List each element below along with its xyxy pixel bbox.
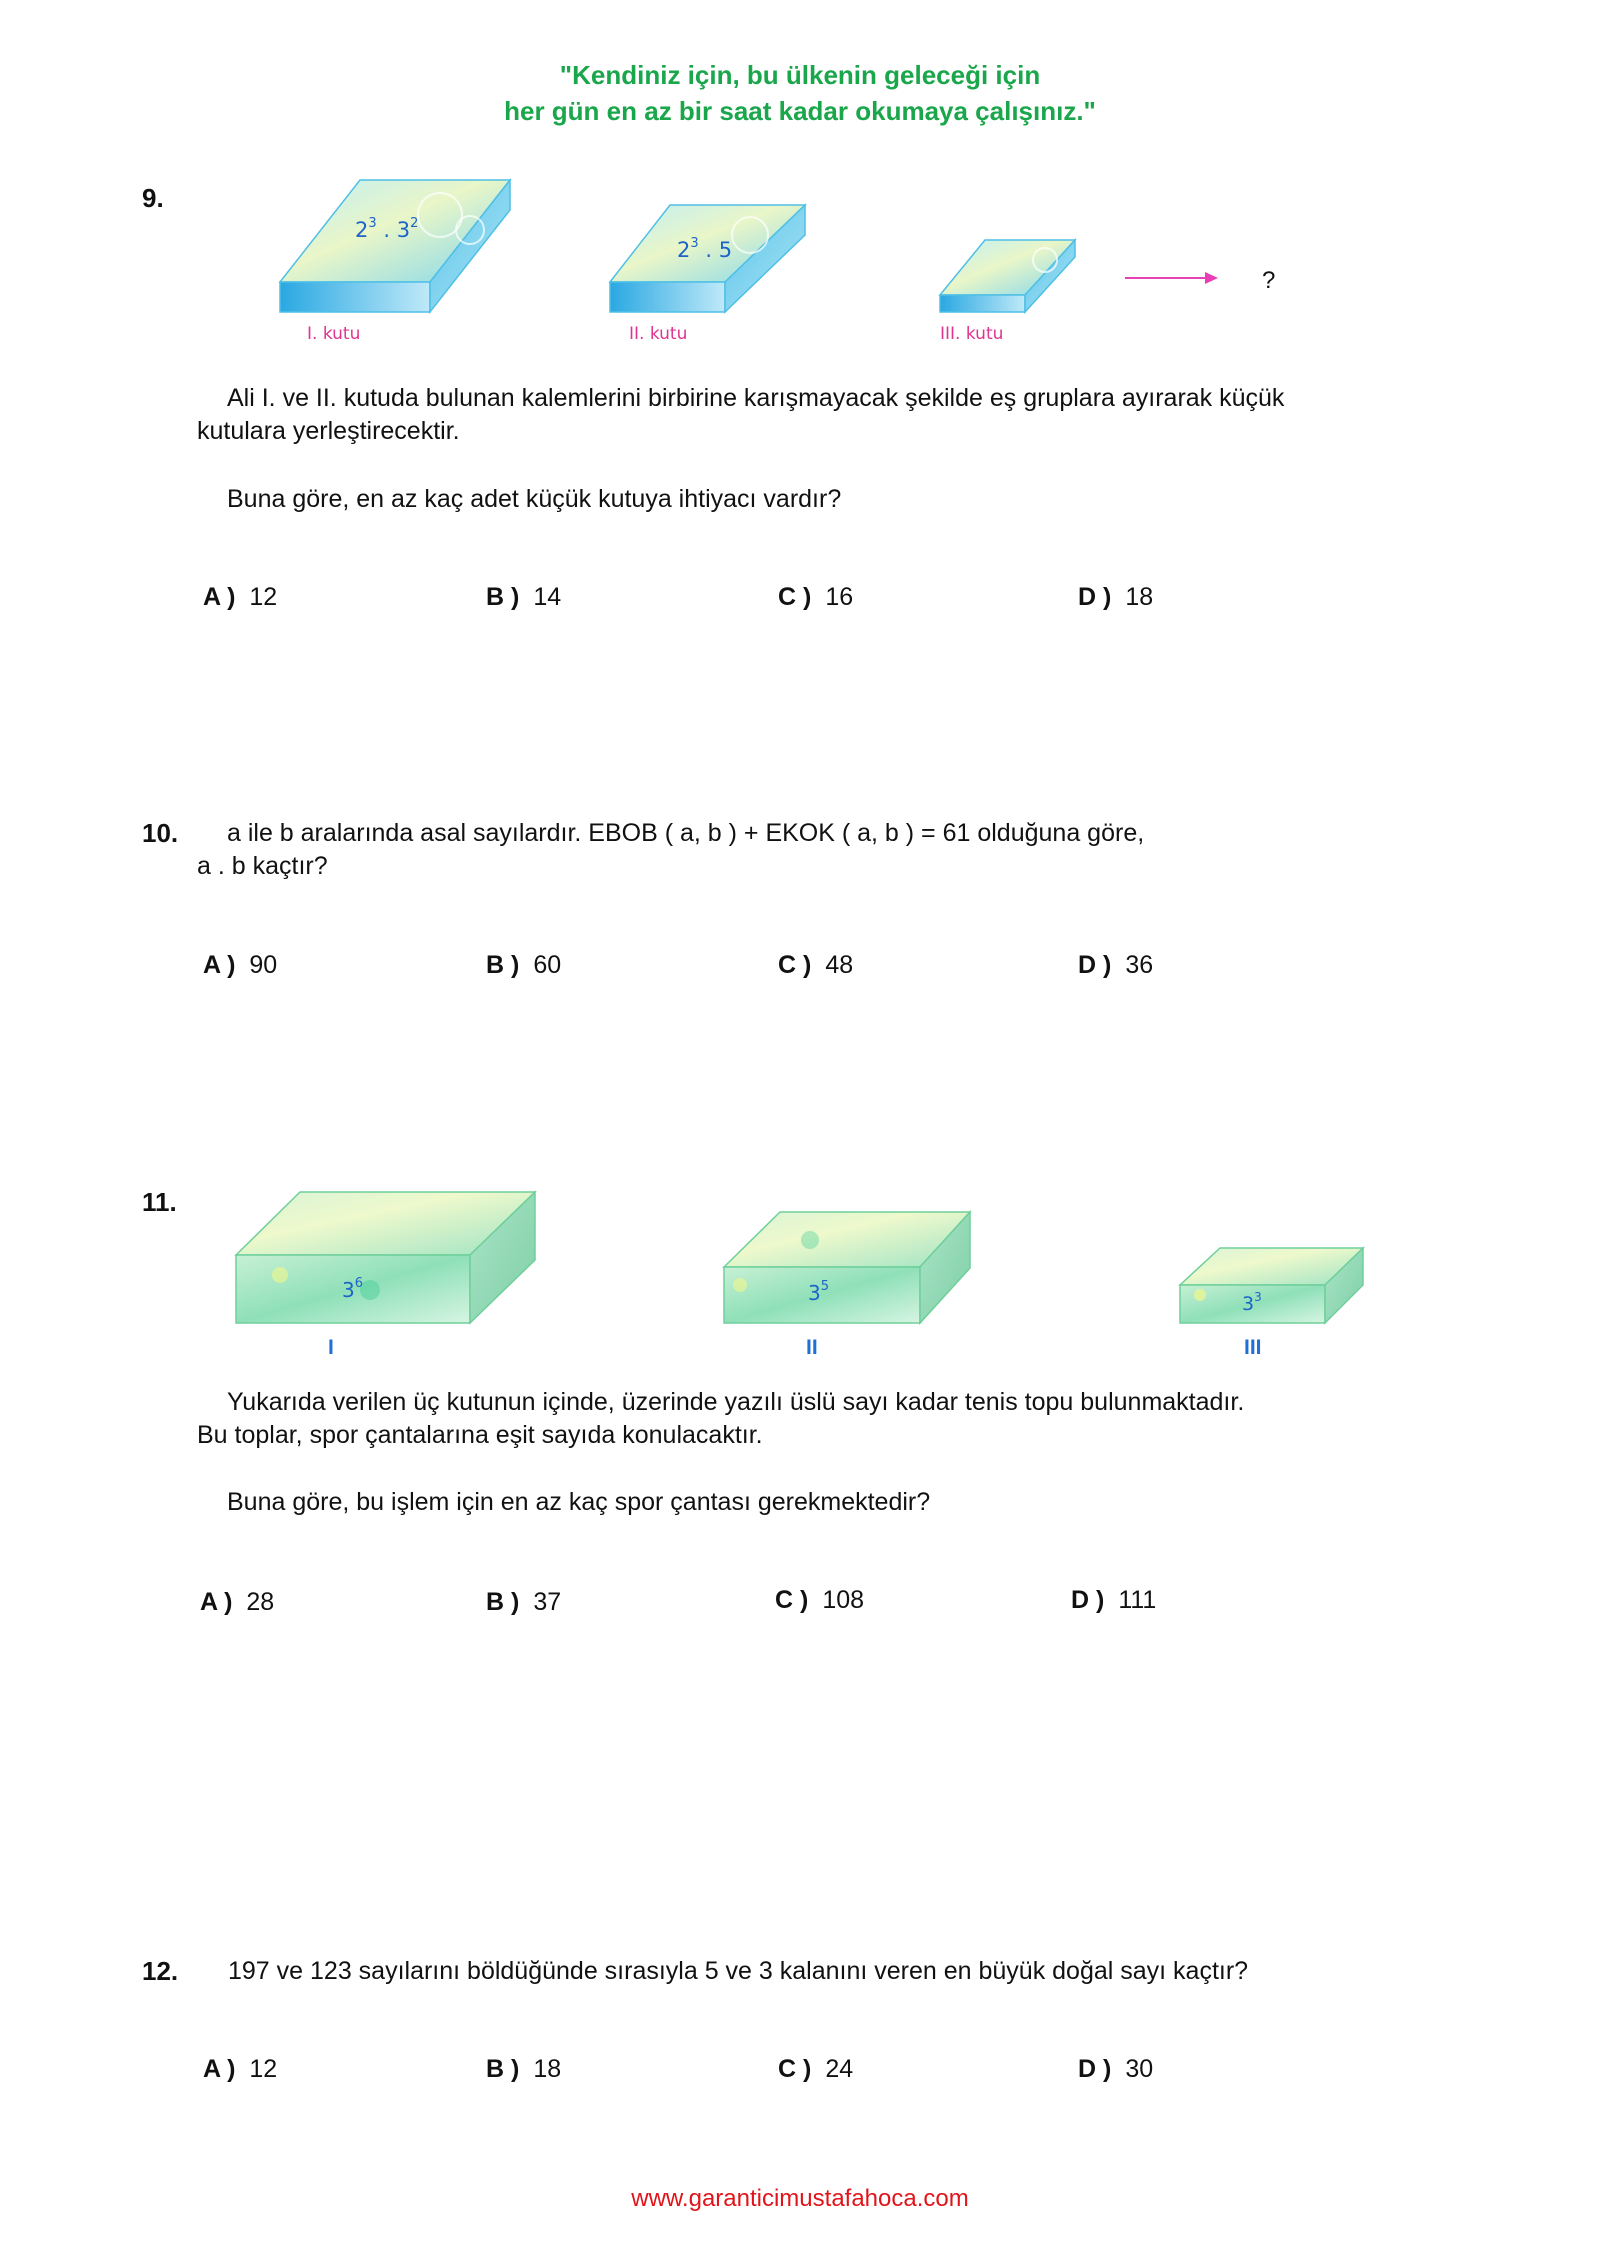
svg-text:23 . 32: $2^3$ . $3^2$ — [355, 216, 419, 242]
q12-option-b[interactable] — [486, 2055, 561, 2084]
q9-box1-base2: 3 — [396, 218, 411, 242]
q10-text-line-2: a . b kaçtır? — [197, 852, 328, 880]
q10-option-a[interactable] — [203, 951, 277, 980]
q12-option-d[interactable] — [1078, 2055, 1153, 2084]
option-key: C ) — [775, 1586, 809, 1614]
option-key: C ) — [778, 951, 812, 979]
q9-text-line-2: kutulara yerleştirecektir. — [197, 417, 460, 445]
q9-option-b[interactable] — [486, 583, 561, 612]
option-key: D ) — [1078, 951, 1112, 979]
q9-box1-exp2: 2 — [410, 216, 419, 231]
q11-box-1 — [236, 1192, 535, 1323]
option-value: 30 — [1125, 2055, 1154, 2083]
option-value: 18 — [1125, 583, 1154, 611]
q11-option-c[interactable] — [775, 1586, 864, 1615]
option-key: A ) — [203, 951, 236, 979]
question-9-number: 9. — [142, 183, 164, 213]
option-key: A ) — [203, 2055, 236, 2083]
q11-box1-exp: 6 — [354, 1276, 364, 1291]
q9-arrow-icon — [1125, 272, 1218, 284]
q11-box2-base: 3 — [808, 1281, 821, 1305]
option-key: A ) — [200, 1588, 233, 1616]
option-key: C ) — [778, 2055, 812, 2083]
option-key: C ) — [778, 583, 812, 611]
q9-box-figure — [270, 175, 1270, 325]
option-value: 36 — [1125, 951, 1154, 979]
option-value: 108 — [822, 1586, 865, 1614]
question-12-number: 12. — [142, 1956, 179, 1986]
q11-option-d[interactable] — [1071, 1586, 1156, 1615]
q9-box3-label: III. kutu — [940, 324, 1004, 344]
option-key: B ) — [486, 583, 520, 611]
q11-text-line-1: Yukarıda verilen üç kutunun içinde, üzerinde yazılı üslü sayı kadar tenis topu bulunmaktadır. — [227, 1388, 1245, 1416]
option-value: 37 — [533, 1588, 562, 1616]
q11-box2-label: II — [806, 1336, 818, 1359]
q9-box-3 — [940, 240, 1075, 312]
option-key: A ) — [203, 583, 236, 611]
q11-text-line-2: Bu toplar, spor çantalarına eşit sayıda konulacaktır. — [197, 1421, 763, 1449]
q9-box2-base1: 2 — [677, 238, 691, 262]
option-value: 12 — [249, 2055, 278, 2083]
footer-url-link[interactable]: www.garanticimustafahoca.com — [631, 2185, 969, 2212]
option-value: 12 — [249, 583, 278, 611]
option-value: 90 — [249, 951, 278, 979]
q10-option-b[interactable] — [486, 951, 561, 980]
question-10-number: 10. — [142, 818, 179, 848]
svg-text:23 . 5: $2^3$ . 5 — [677, 236, 733, 262]
q10-text-line-1: a ile b aralarında asal sayılardır. EBOB ( a, b ) + EKOK ( a, b ) = 61 olduğuna göre, — [227, 819, 1145, 847]
option-value: 48 — [825, 951, 854, 979]
option-value: 24 — [825, 2055, 854, 2083]
option-value: 18 — [533, 2055, 562, 2083]
q11-box1-base: 3 — [342, 1278, 355, 1302]
option-key: B ) — [486, 951, 520, 979]
q11-question: Buna göre, bu işlem için en az kaç spor çantası gerekmektedir? — [227, 1488, 931, 1516]
q11-option-a[interactable] — [200, 1588, 274, 1617]
q9-box2-exp1: 3 — [690, 236, 699, 251]
q12-option-a[interactable] — [203, 2055, 277, 2084]
option-value: 16 — [825, 583, 854, 611]
q12-option-c[interactable] — [778, 2055, 853, 2084]
option-key: B ) — [486, 2055, 520, 2083]
question-11-number: 11. — [142, 1187, 177, 1217]
option-value: 111 — [1118, 1586, 1157, 1614]
q9-option-d[interactable] — [1078, 583, 1153, 612]
option-key: D ) — [1078, 583, 1112, 611]
q9-box2-base2: 5 — [718, 238, 733, 262]
option-value: 28 — [246, 1588, 275, 1616]
q9-box1-label: I. kutu — [307, 324, 361, 344]
q11-box-2 — [724, 1212, 970, 1323]
q9-box1-exp1: 3 — [368, 216, 377, 231]
q9-box1-base1: 2 — [355, 218, 369, 242]
q11-box1-label: I — [328, 1336, 334, 1359]
q10-option-d[interactable] — [1078, 951, 1153, 980]
q11-box3-exp: 3 — [1254, 1290, 1262, 1304]
q9-box-2 — [610, 205, 805, 312]
q11-box-3 — [1180, 1248, 1363, 1323]
option-key: D ) — [1078, 2055, 1112, 2083]
option-value: 60 — [533, 951, 562, 979]
q9-mystery-mark: ? — [1262, 267, 1276, 294]
q11-box2-exp: 5 — [820, 1279, 830, 1294]
option-value: 14 — [533, 583, 562, 611]
q9-box2-label: II. kutu — [629, 324, 688, 344]
q9-question: Buna göre, en az kaç adet küçük kutuya ihtiyacı vardır? — [227, 485, 842, 513]
q9-option-a[interactable] — [203, 583, 277, 612]
quote-line-2: her gün en az bir saat kadar okumaya çalışınız." — [504, 96, 1096, 126]
q10-option-c[interactable] — [778, 951, 853, 980]
q11-box3-label: III — [1244, 1336, 1262, 1359]
q9-option-c[interactable] — [778, 583, 853, 612]
q11-box3-base: 3 — [1242, 1293, 1255, 1315]
option-key: B ) — [486, 1588, 520, 1616]
q11-box-figure — [220, 1180, 1390, 1330]
q11-option-b[interactable] — [486, 1588, 561, 1617]
q9-text-line-1: Ali I. ve II. kutuda bulunan kalemlerini birbirine karışmayacak şekilde eş gruplara ayırarak küçük — [227, 384, 1285, 412]
q12-text: 197 ve 123 sayılarını böldüğünde sırasıyla 5 ve 3 kalanını veren en büyük doğal sayı kaçtır? — [228, 1957, 1249, 1985]
option-key: D ) — [1071, 1586, 1105, 1614]
quote-line-1: "Kendiniz için, bu ülkenin geleceği için — [559, 60, 1041, 90]
q9-box-1 — [280, 180, 510, 312]
